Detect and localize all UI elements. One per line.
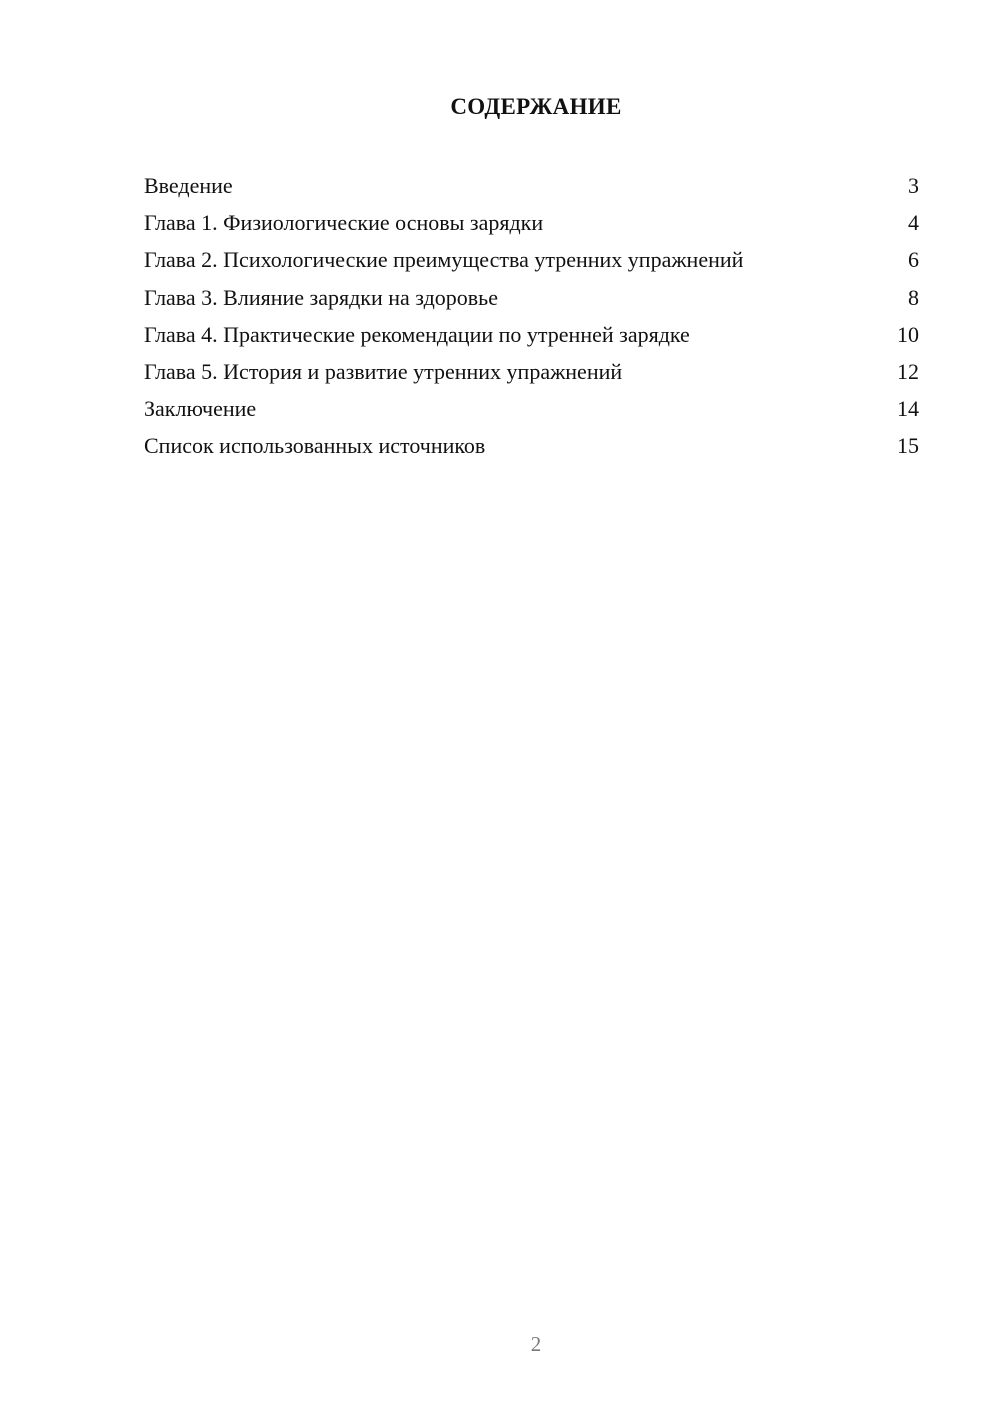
toc-entry-page: 10: [897, 321, 919, 347]
toc-entry-label: Глава 2. Психологические преимущества утренних упражнений: [144, 247, 744, 273]
toc-entry-page: 4: [908, 210, 919, 236]
toc-entry-label: Заключение: [144, 396, 257, 422]
table-of-contents: [144, 167, 919, 465]
toc-entry-label: Глава 4. Практические рекомендации по утренней зарядке: [144, 321, 690, 347]
toc-entry-label: Глава 5. История и развитие утренних упражнений: [144, 358, 623, 384]
toc-entry-page: 3: [908, 173, 919, 198]
toc-entry-chapter-1[interactable]: [144, 204, 919, 241]
toc-entry-page: 12: [897, 358, 919, 384]
toc-entry-introduction[interactable]: [144, 167, 919, 204]
toc-entry-label: Список использованных источников: [144, 433, 486, 459]
toc-entry-chapter-3[interactable]: [144, 279, 919, 316]
toc-entry-chapter-2[interactable]: [144, 241, 919, 278]
toc-entry-label: Глава 1. Физиологические основы зарядки: [144, 210, 544, 236]
toc-entry-conclusion[interactable]: [144, 390, 919, 427]
toc-entry-page: 8: [908, 284, 919, 310]
toc-entry-references[interactable]: [144, 427, 919, 464]
toc-entry-page: 6: [908, 247, 919, 273]
toc-entry-chapter-4[interactable]: [144, 316, 919, 353]
toc-entry-page: 14: [897, 396, 919, 422]
toc-entry-page: 15: [897, 433, 919, 459]
toc-entry-chapter-5[interactable]: [144, 353, 919, 390]
page-number: 2: [530, 1332, 542, 1356]
toc-entry-label: Введение: [144, 173, 233, 198]
page-title: СОДЕРЖАНИЕ: [450, 94, 622, 119]
toc-entry-label: Глава 3. Влияние зарядки на здоровье: [144, 284, 498, 310]
